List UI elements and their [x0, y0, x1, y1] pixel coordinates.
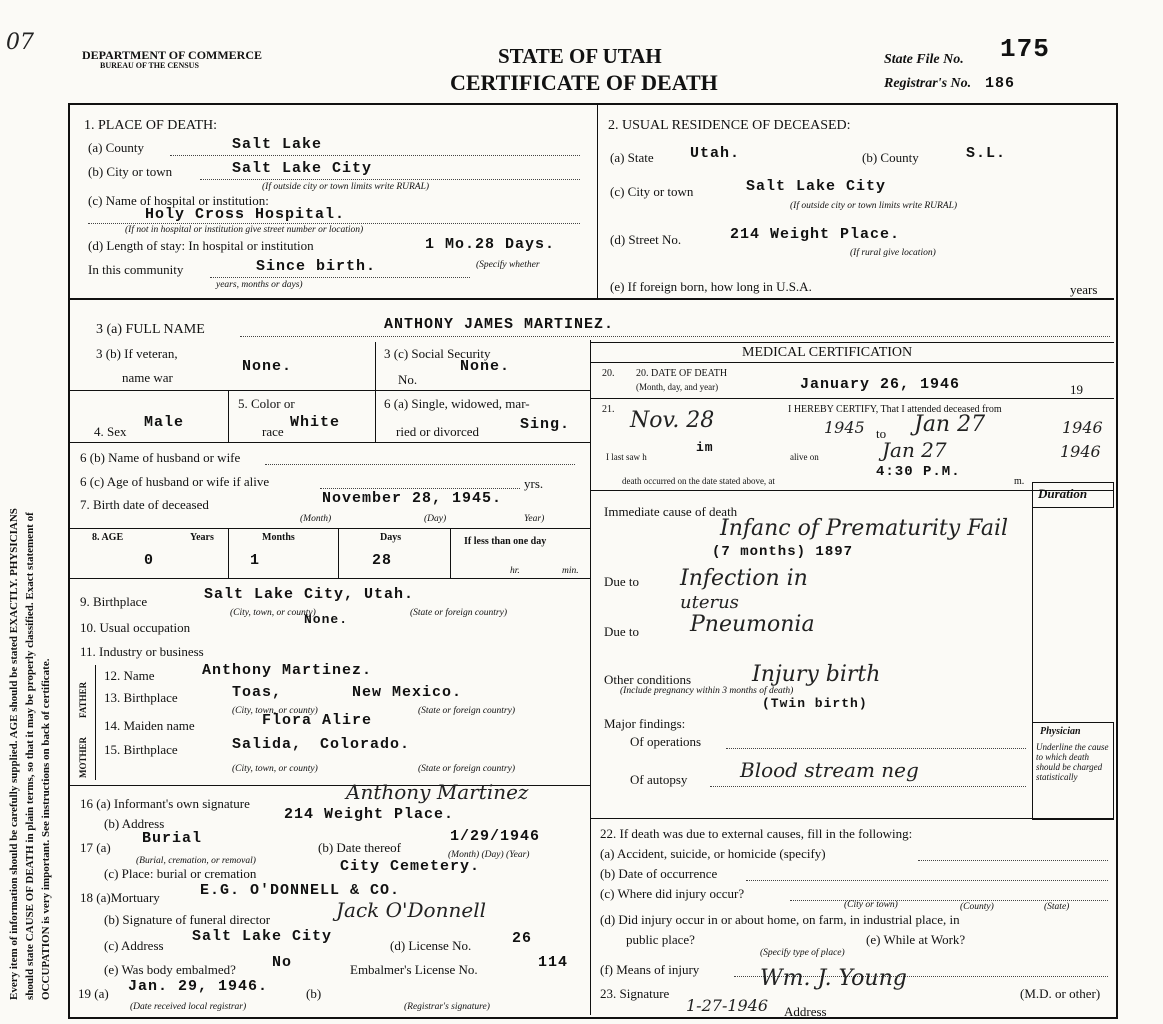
last-saw-him: im	[696, 440, 714, 455]
mother-birth-state: Colorado.	[320, 736, 411, 753]
immediate-cause2: (7 months) 1897	[712, 544, 854, 560]
ss-label2: No.	[398, 372, 418, 387]
duration-label: Duration	[1038, 486, 1088, 501]
due2-label: Due to	[604, 624, 640, 639]
director-signature: Jack O'Donnell	[336, 898, 486, 922]
attended-from-year: 1945	[824, 418, 865, 437]
other-conditions-label: Other conditions	[604, 672, 692, 687]
received-value: Jan. 29, 1946.	[128, 978, 269, 995]
sig-address-label: Address	[784, 1004, 827, 1019]
city-label: (b) City or town	[88, 164, 173, 179]
dod-value: January 26, 1946	[800, 376, 961, 393]
city-note: (If outside city or town limits write RURAL)	[262, 182, 430, 192]
md-label: (M.D. or other)	[1020, 986, 1101, 1001]
mother-maiden-label: 14. Maiden name	[104, 718, 195, 733]
hospital-label: (c) Name of hospital or institution:	[88, 193, 269, 208]
res-state-label: (a) State	[610, 150, 654, 165]
occupation-label: 10. Usual occupation	[80, 620, 191, 635]
director-label: (b) Signature of funeral director	[104, 912, 271, 927]
license-label: (d) License No.	[390, 938, 472, 953]
embalmer-label: Embalmer's License No.	[350, 962, 478, 977]
birth-day-note: (Day)	[424, 514, 447, 524]
side-note-line2: should state CAUSE OF DEATH in plain terms, so that it may be properly classified. Exact statement of	[24, 512, 36, 1000]
specify-place-note: (Specify type of place)	[760, 948, 845, 958]
mother-maiden-value: Flora Alire	[262, 712, 373, 729]
birthplace-label: 9. Birthplace	[80, 594, 148, 609]
hospital-note: (If not in hospital or institution give street number or location)	[125, 225, 364, 235]
years-label: years	[1070, 282, 1098, 297]
due1-label: Due to	[604, 574, 640, 589]
medical-heading-line	[590, 362, 1114, 363]
age-days-label: Days	[380, 532, 402, 543]
other-conditions-value: Injury birth	[752, 662, 881, 687]
embalmed-label: (e) Was body embalmed?	[104, 962, 236, 977]
birth-month-note: (Month)	[300, 514, 332, 524]
physician-signature: Wm. J. Young	[760, 966, 907, 991]
certify-text: I HEREBY CERTIFY, That I attended deceased from	[788, 404, 1002, 415]
veteran-label: 3 (b) If veteran,	[96, 346, 178, 361]
birthplace-city-note: (City, town, or county)	[230, 608, 316, 618]
top-divider	[597, 105, 598, 298]
full-name-value: ANTHONY JAMES MARTINEZ.	[384, 316, 615, 333]
public-label: public place?	[626, 932, 695, 947]
father-name-label: 12. Name	[104, 668, 155, 683]
accident-label: (a) Accident, suicide, or homicide (specify)	[600, 846, 826, 861]
res-street-value: 214 Weight Place.	[730, 226, 901, 243]
father-birthplace-label: 13. Birthplace	[104, 690, 178, 705]
veteran-label2: name war	[122, 370, 173, 385]
license-value: 26	[512, 930, 533, 947]
county-label: (a) County	[88, 140, 144, 155]
home-label: (d) Did injury occur in or about home, on farm, in industrial place, in	[600, 912, 960, 927]
stay-label: (d) Length of stay: In hospital or institution	[88, 238, 314, 253]
signature-label: 23. Signature	[600, 986, 670, 1001]
external-heading: 22. If death was due to external causes, fill in the following:	[600, 826, 913, 841]
means-label: (f) Means of injury	[600, 962, 700, 977]
disposal-date-label: (b) Date thereof	[318, 840, 402, 855]
to-label: to	[876, 426, 887, 441]
state-file-label: State File No.	[884, 52, 964, 67]
community-value: Since birth.	[256, 258, 377, 275]
mother-birth-city: Salida,	[232, 736, 303, 753]
attended-from-date: Nov. 28	[630, 408, 715, 433]
res-city-label: (c) City or town	[610, 184, 694, 199]
community-label: In this community	[88, 262, 184, 277]
mortuary-address-value: Salt Lake City	[192, 928, 333, 945]
father-birth-state: New Mexico.	[352, 684, 463, 701]
dod-num: 20.	[602, 368, 615, 379]
registrar-sig-note: (Registrar's signature)	[404, 1002, 490, 1012]
informant-signature: Anthony Martinez	[346, 780, 529, 804]
veteran-value: None.	[242, 358, 293, 375]
hr-label: hr.	[510, 566, 520, 576]
occupation-value: None.	[304, 612, 349, 627]
res-county-label: (b) County	[862, 150, 919, 165]
father-city-note: (City, town, or county)	[232, 706, 318, 716]
middle-divider	[590, 340, 591, 1015]
last-saw-date: Jan 27	[882, 438, 947, 462]
county-note: (County)	[960, 902, 994, 912]
occurred-label: death occurred on the date stated above, at	[622, 476, 775, 486]
immediate-label: Immediate cause of death	[604, 504, 738, 519]
last-saw-year: 1946	[1060, 442, 1101, 461]
stay-value: 1 Mo.28 Days.	[425, 236, 556, 253]
registrar-label: Registrar's No.	[884, 76, 972, 91]
father-tag: FATHER	[78, 681, 88, 718]
major-findings-label: Major findings:	[604, 716, 686, 731]
received-note: (Date received local registrar)	[130, 1002, 247, 1012]
spouse-label: 6 (b) Name of husband or wife	[80, 450, 241, 465]
bureau-label: BUREAU OF THE CENSUS	[100, 61, 199, 70]
state-note: (State)	[1044, 902, 1070, 912]
operations-label: Of operations	[630, 734, 702, 749]
color-label2: race	[262, 424, 284, 439]
residence-heading: 2. USUAL RESIDENCE OF DECEASED:	[608, 118, 851, 133]
state-file-number: 175	[1000, 34, 1050, 64]
color-label: 5. Color or	[238, 396, 295, 411]
cert-num: 21.	[602, 404, 615, 415]
informant-address-value: 214 Weight Place.	[284, 806, 455, 823]
burial-place-value: City Cemetery.	[340, 858, 481, 875]
informant-sig-label: 16 (a) Informant's own signature	[80, 796, 250, 811]
side-note-line1: Every item of information should be carefully supplied. AGE should be stated EXACTLY. PHYSICIANS	[8, 508, 20, 1000]
occurrence-label: (b) Date of occurrence	[600, 866, 718, 881]
res-street-note: (If rural give location)	[850, 248, 936, 258]
res-city-value: Salt Lake City	[746, 178, 887, 195]
dept-label: DEPARTMENT OF COMMERCE	[82, 48, 263, 62]
informant-address-label: (b) Address	[104, 816, 165, 831]
res-state-value: Utah.	[690, 145, 741, 162]
medical-heading: MEDICAL CERTIFICATION	[742, 345, 913, 360]
less-day-label: If less than one day	[464, 536, 547, 547]
received-label: 19 (a)	[78, 986, 109, 1001]
mother-city-note: (City, town, or county)	[232, 764, 318, 774]
age-months-label: Months	[262, 532, 295, 543]
age-years-label: Years	[190, 532, 214, 543]
place-of-death-heading: 1. PLACE OF DEATH:	[84, 118, 218, 133]
certificate-title: CERTIFICATE OF DEATH	[450, 70, 718, 95]
city-value: Salt Lake City	[232, 160, 373, 177]
dod-label2: (Month, day, and year)	[636, 382, 719, 392]
sex-value: Male	[144, 414, 185, 431]
autopsy-value: Blood stream neg	[740, 758, 919, 782]
res-county-value: S.L.	[966, 145, 1007, 162]
county-value: Salt Lake	[232, 136, 323, 153]
father-name-value: Anthony Martinez.	[202, 662, 373, 679]
ss-value: None.	[460, 358, 511, 375]
disposal-value: Burial	[142, 830, 203, 847]
disposal-date-note: (Month) (Day) (Year)	[448, 850, 530, 860]
dod-label: 20. DATE OF DEATH	[636, 368, 728, 379]
embalmer-value: 114	[538, 954, 569, 971]
foreign-label: (e) If foreign born, how long in U.S.A.	[610, 279, 812, 294]
industry-label: 11. Industry or business	[80, 644, 204, 659]
where-label: (c) Where did injury occur?	[600, 886, 745, 901]
due1-value: Infection in	[680, 566, 808, 591]
physician-note2: Underline the cause to which death should be charged statistically	[1036, 742, 1109, 782]
mortuary-label: 18 (a)Mortuary	[80, 890, 160, 905]
side-note-line3: OCCUPATION is very important. See instructions on back of certificate.	[40, 658, 52, 1000]
mortuary-value: E.G. O'DONNELL & CO.	[200, 882, 401, 899]
corner-mark: 07	[6, 30, 34, 55]
due2-value: Pneumonia	[690, 612, 815, 637]
physician-note: Physician	[1040, 726, 1081, 737]
res-city-note: (If outside city or town limits write RURAL)	[790, 201, 958, 211]
work-label: (e) While at Work?	[866, 932, 966, 947]
hospital-value: Holy Cross Hospital.	[145, 206, 346, 223]
full-name-label: 3 (a) FULL NAME	[96, 322, 205, 337]
embalmed-value: No	[272, 954, 293, 971]
spouse-yrs: yrs.	[524, 476, 544, 491]
due1-value2: uterus	[680, 592, 739, 613]
dod-19: 19	[1070, 382, 1083, 397]
sex-label: 4. Sex	[94, 424, 127, 439]
specify-note2: years, months or days)	[216, 280, 303, 290]
autopsy-label: Of autopsy	[630, 772, 688, 787]
state-title: STATE OF UTAH	[498, 44, 662, 68]
burial-place-label: (c) Place: burial or cremation	[104, 866, 257, 881]
mother-birthplace-label: 15. Birthplace	[104, 742, 178, 757]
father-state-note: (State or foreign country)	[418, 706, 516, 716]
disposal-label: 17 (a)	[80, 840, 111, 855]
age-days-value: 28	[372, 552, 393, 569]
disposal-date-value: 1/29/1946	[450, 828, 541, 845]
age-years-value: 0	[144, 552, 155, 569]
marital-label2: ried or divorced	[396, 424, 480, 439]
age-months-value: 1	[250, 552, 261, 569]
spouse-age-label: 6 (c) Age of husband or wife if alive	[80, 474, 270, 489]
mother-state-note: (State or foreign country)	[418, 764, 516, 774]
signature-date: 1-27-1946	[686, 996, 769, 1015]
attended-to-date: Jan 27	[914, 412, 986, 437]
alive-on-label: alive on	[790, 452, 819, 462]
birth-year-note: Year)	[524, 514, 545, 524]
city-town-note: (City or town)	[844, 900, 898, 910]
other-conditions-note: (Include pregnancy within 3 months of death)	[620, 686, 794, 696]
last-saw-label: I last saw h	[606, 452, 647, 462]
res-street-label: (d) Street No.	[610, 232, 682, 247]
immediate-cause: Infanc of Prematurity Fail	[720, 516, 1009, 541]
marital-label: 6 (a) Single, widowed, mar-	[384, 396, 530, 411]
registrar-b-label: (b)	[306, 986, 322, 1001]
ss-label: 3 (c) Social Security	[384, 346, 491, 361]
age-label: 8. AGE	[92, 532, 124, 543]
color-value: White	[290, 414, 341, 431]
mortuary-address-label: (c) Address	[104, 938, 164, 953]
twin-birth: (Twin birth)	[762, 696, 868, 711]
birth-date-label: 7. Birth date of deceased	[80, 497, 209, 512]
disposal-note: (Burial, cremation, or removal)	[136, 856, 256, 866]
attended-to-year: 1946	[1062, 418, 1103, 437]
birthplace-state-note: (State or foreign country)	[410, 608, 508, 618]
birth-date-value: November 28, 1945.	[322, 490, 503, 507]
m-label: m.	[1014, 476, 1025, 487]
mother-tag: MOTHER	[78, 736, 88, 778]
father-birth-city: Toas,	[232, 684, 283, 701]
specify-note: (Specify whether	[476, 260, 540, 270]
birthplace-value: Salt Lake City, Utah.	[204, 586, 415, 603]
registrar-number: 186	[985, 75, 1016, 92]
marital-value: Sing.	[520, 416, 571, 433]
medical-top-line	[590, 342, 1114, 343]
death-time: 4:30 P.M.	[876, 464, 961, 480]
min-label: min.	[562, 566, 579, 576]
row-divider	[70, 298, 1114, 300]
